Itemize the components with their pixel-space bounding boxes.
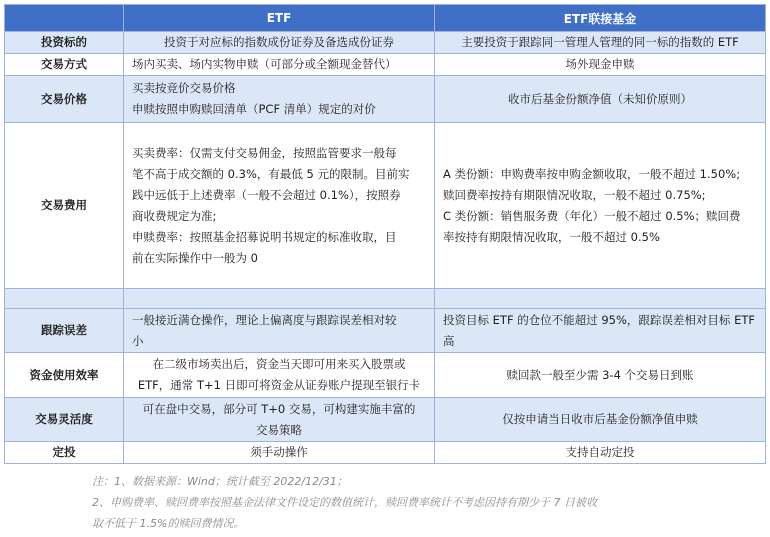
feeder-cell xyxy=(435,289,766,309)
cell-line: 率按持有期限情况收取，一般不超过 0.5% xyxy=(443,229,660,244)
etf-cell xyxy=(124,309,435,353)
cell-line: 须手动操作 xyxy=(250,445,308,459)
cell-line: 小 xyxy=(132,333,144,348)
cell-line: 可在盘中交易，部分可 T+0 交易，可构建实施丰富的 xyxy=(142,401,416,416)
cell-line: 一般接近满仓操作，理论上偏离度与跟踪误差相对较 xyxy=(132,312,397,327)
table-row xyxy=(5,353,766,398)
table-row xyxy=(5,54,766,76)
cell-line: 前在实际操作中一般为 0 xyxy=(132,250,258,265)
header-etf: ETF xyxy=(124,5,435,32)
cell-line: 践中远低于上述费率（一般不会超过 0.1%），按照券 xyxy=(132,187,401,202)
cell-line: 收市后基金份额净值（未知价原则） xyxy=(508,91,692,106)
cell-line: 场内买卖、场内实物申赎（可部分或全额现金替代） xyxy=(132,57,397,71)
cell-line: 主要投资于跟踪同一管理人管理的同一标的指数的 ETF xyxy=(461,35,739,49)
etf-cell xyxy=(124,32,435,54)
cell-line: 赎回款一般至少需 3-4 个交易日到账 xyxy=(506,367,694,382)
table-row xyxy=(5,76,766,123)
row-label: 跟踪误差 xyxy=(5,309,124,353)
cell-line: 买卖按竞价交易价格 xyxy=(132,81,236,95)
footnote-line: 2、申购费率、赎回费率按照基金法律文件设定的数值统计，赎回费率统计不考虑因持有期少于 7 日被收 xyxy=(92,496,597,509)
header-etf-feeder: ETF联接基金 xyxy=(435,5,766,32)
row-label: 交易方式 xyxy=(5,54,124,76)
feeder-cell xyxy=(435,442,766,464)
row-label: 交易灵活度 xyxy=(5,398,124,442)
row-label: 资金使用效率 xyxy=(5,353,124,398)
table-row xyxy=(5,123,766,289)
footnote-line: 注：1、数据来源：Wind；统计截至 2022/12/31； xyxy=(92,475,348,488)
etf-cell xyxy=(124,353,435,398)
row-label xyxy=(5,289,124,309)
table-row xyxy=(5,398,766,442)
etf-cell xyxy=(124,76,435,123)
cell-line: 赎回费率按持有期限情况收取，一般不超过 0.75%; xyxy=(443,187,706,202)
cell-line: 交易策略 xyxy=(256,422,302,437)
table-row xyxy=(5,32,766,54)
feeder-cell xyxy=(435,123,766,289)
row-label: 交易价格 xyxy=(5,76,124,123)
feeder-cell xyxy=(435,353,766,398)
header-blank xyxy=(5,5,124,32)
cell-line: A 类份额：申购费率按申购金额收取，一般不超过 1.50%; xyxy=(443,166,741,181)
cell-line: 申赎按照申购赎回清单（PCF 清单）规定的对价 xyxy=(132,102,376,116)
etf-cell xyxy=(124,54,435,76)
cell-line: 投资于对应标的指数成份证券及备选成份证券 xyxy=(164,35,394,49)
table-row xyxy=(5,442,766,464)
cell-line: 在二级市场卖出后，资金当天即可用来买入股票或 xyxy=(152,357,406,371)
cell-line: 买卖费率：仅需支付交易佣金，按照监管要求一般每 xyxy=(132,145,397,160)
cell-line: 商收费规定为准; xyxy=(132,208,217,223)
row-label: 定投 xyxy=(5,442,124,464)
cell-line: ETF，通常 T+1 日即可将资金从证券账户提现至银行卡 xyxy=(137,378,421,392)
cell-line: 仅按申请当日收市后基金份额净值申赎 xyxy=(502,412,698,426)
footnote-line: 取不低于 1.5%的赎回费情况。 xyxy=(92,517,245,530)
cell-line: 笔不高于成交额的 0.3%，有最低 5 元的限制。目前实 xyxy=(132,166,410,181)
footnotes xyxy=(92,471,702,534)
etf-cell xyxy=(124,398,435,442)
cell-line: 场外现金申赎 xyxy=(565,57,635,71)
etf-cell xyxy=(124,289,435,309)
cell-line: 支持自动定投 xyxy=(565,445,635,459)
comparison-table xyxy=(4,4,766,464)
feeder-cell xyxy=(435,309,766,353)
row-label: 投资标的 xyxy=(5,32,124,54)
etf-cell xyxy=(124,442,435,464)
row-label: 交易费用 xyxy=(5,123,124,289)
table-row xyxy=(5,309,766,353)
table-row xyxy=(5,289,766,309)
feeder-cell xyxy=(435,76,766,123)
cell-line: 申赎费率：按照基金招募说明书规定的标准收取，目 xyxy=(132,229,397,244)
cell-line: C 类份额：销售服务费（年化）一般不超过 0.5%；赎回费 xyxy=(443,208,741,223)
cell-line: 高 xyxy=(443,333,455,348)
cell-line: 投资目标 ETF 的仓位不能超过 95%，跟踪误差相对目标 ETF xyxy=(443,312,755,327)
feeder-cell xyxy=(435,398,766,442)
feeder-cell xyxy=(435,54,766,76)
feeder-cell xyxy=(435,32,766,54)
table-header-row xyxy=(5,5,766,32)
etf-cell xyxy=(124,123,435,289)
